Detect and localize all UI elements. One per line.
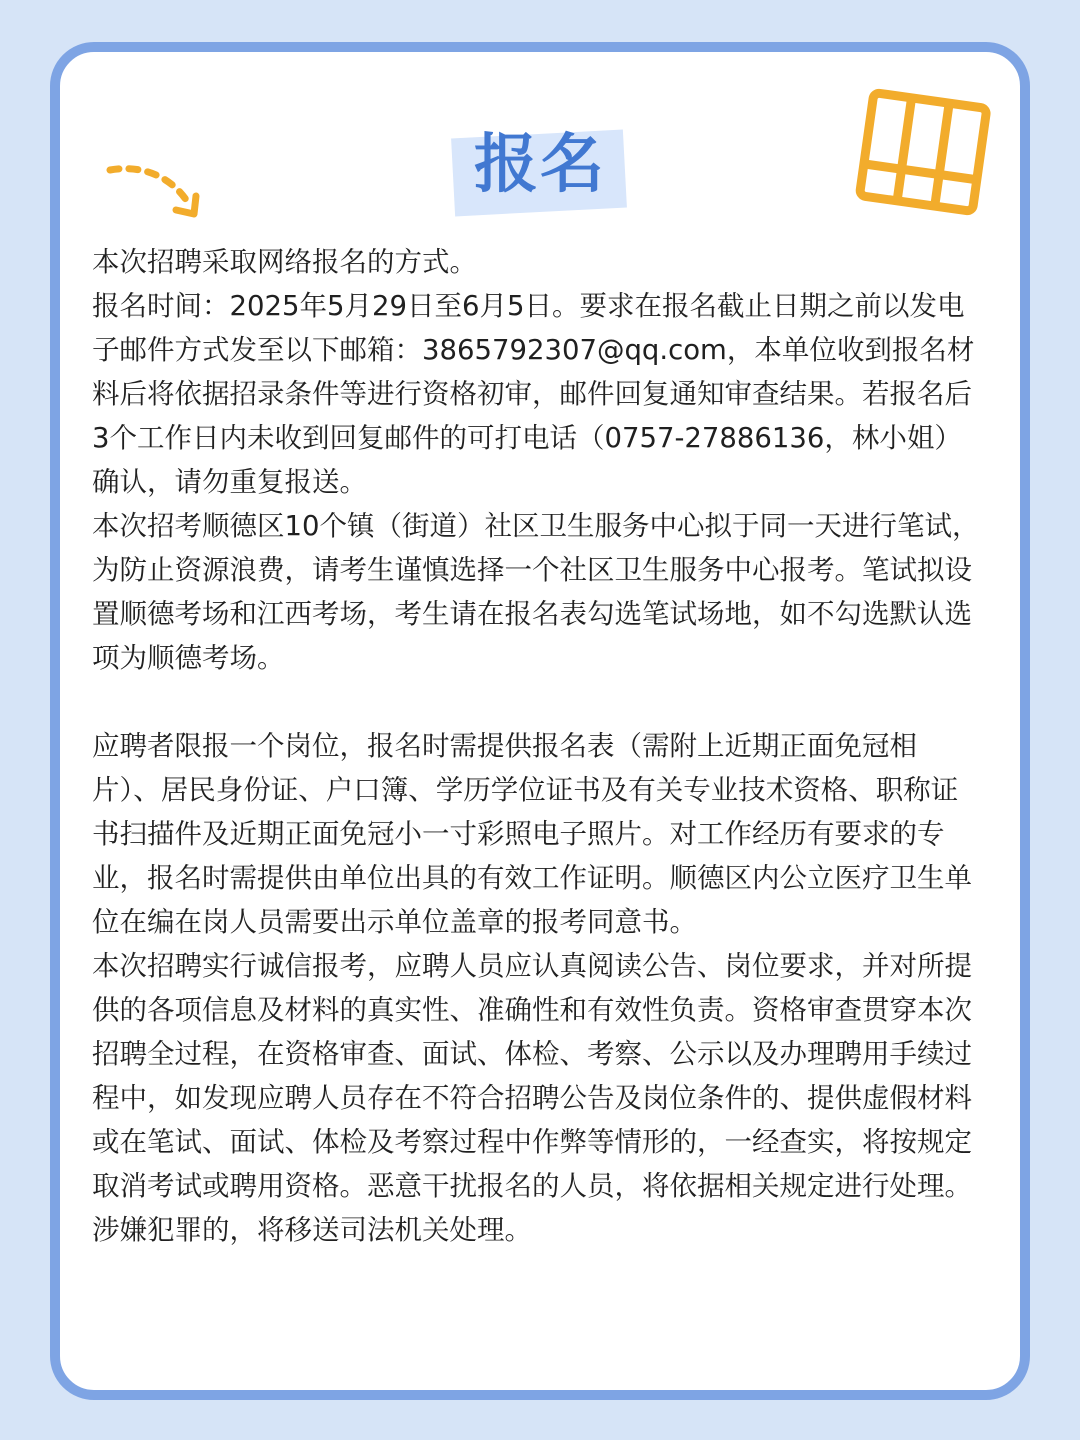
paragraph-integrity: 本次招聘实行诚信报考，应聘人员应认真阅读公告、岗位要求，并对所提供的各项信息及材料的真实性、准确性和有效性负责。资格审查贯穿本次招聘全过程，在资格审查、面试、体检、考察、公示以及办理聘用手续过程中，如发现应聘人员存在不符合招聘公告及岗位条件的、提供虚假材料或在笔试、面试、体检及考察过程中作弊等情形的，一经查实，将按规定取消考试或聘用资格。恶意干扰报名的人员，将依据相关规定进行处理。涉嫌犯罪的，将移送司法机关处理。 — [92, 950, 972, 1246]
paragraph-method: 本次招聘采取网络报名的方式。 — [92, 246, 477, 278]
article-body — [92, 240, 982, 1252]
paragraph-spacer — [92, 680, 982, 724]
paragraph-time-email: 报名时间：2025年5月29日至6月5日。要求在报名截止日期之前以发电子邮件方式发至以下邮箱：3865792307@qq.com，本单位收到报名材料后将依据招录条件等进行资格初审，邮件回复通知审查结果。若报名后3个工作日内未收到回复邮件的可打电话（0757-27886136，林小姐）确认，请勿重复报送。 — [92, 290, 975, 498]
paragraph-materials: 应聘者限报一个岗位，报名时需提供报名表（需附上近期正面免冠相片）、居民身份证、户口簿、学历学位证书及有关专业技术资格、职称证书扫描件及近期正面免冠小一寸彩照电子照片。对工作经历有要求的专业，报名时需提供由单位出具的有效工作证明。顺德区内公立医疗卫生单位在编在岗人员需要出示单位盖章的报考同意书。 — [92, 730, 972, 938]
page-title: 报名 — [474, 128, 606, 202]
paragraph-exam-sites: 本次招考顺德区10个镇（街道）社区卫生服务中心拟于同一天进行笔试，为防止资源浪费，请考生谨慎选择一个社区卫生服务中心报考。笔试拟设置顺德考场和江西考场，考生请在报名表勾选笔试场地，如不勾选默认选项为顺德考场。 — [92, 510, 980, 674]
title-block — [0, 128, 1080, 218]
